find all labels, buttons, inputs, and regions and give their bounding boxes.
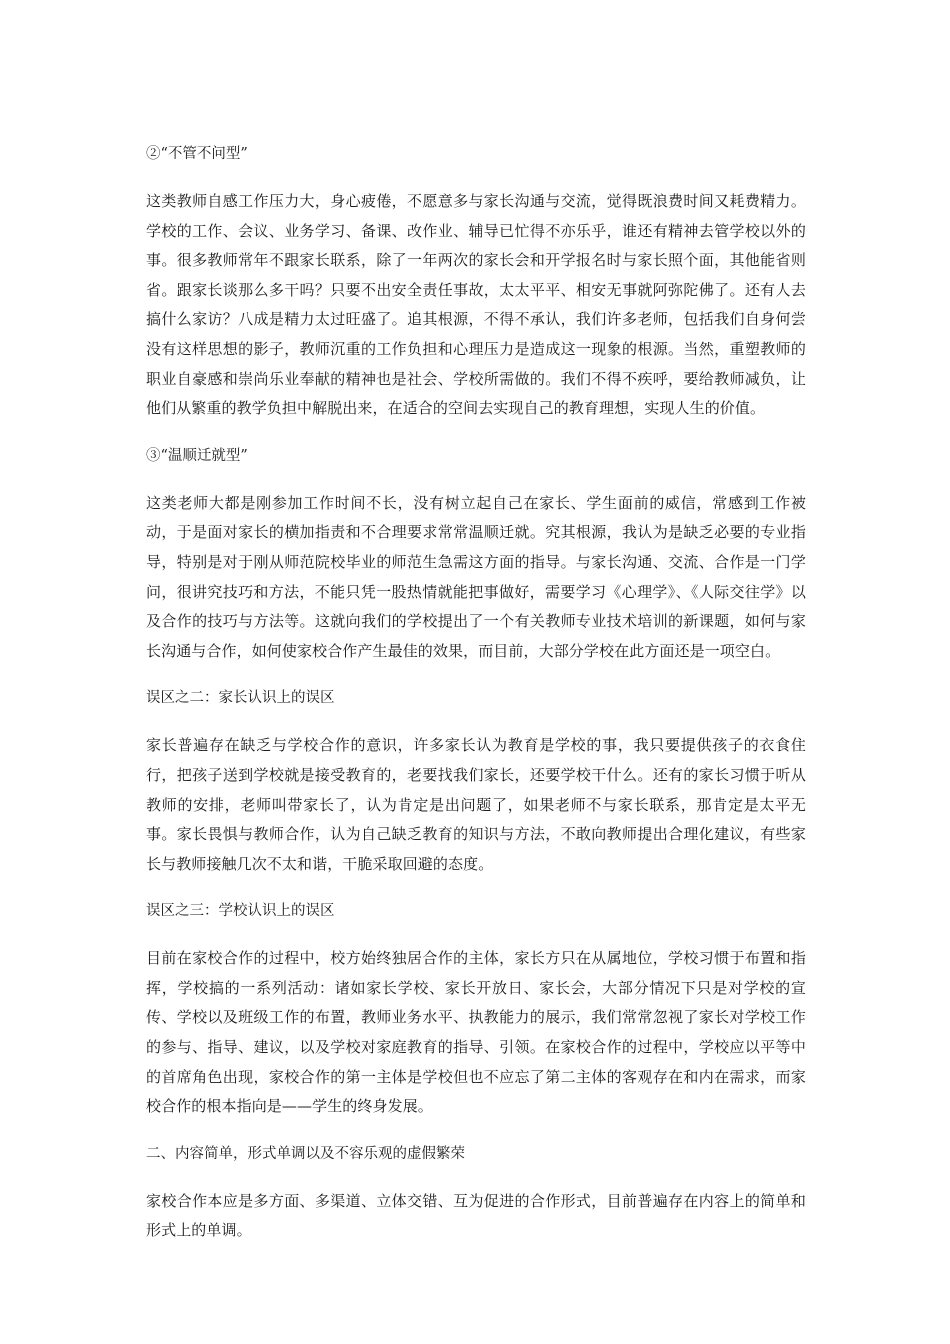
heading-section-two: 二、内容简单，形式单调以及不容乐观的虚假繁荣 bbox=[146, 1145, 465, 1162]
paragraph-wenshunqianjiu: 这类老师大都是刚参加工作时间不长，没有树立起自己在家长、学生面前的威信，常感到工作被动，于是面对家长的横加指责和不合理要求常常温顺迁就。究其根源，我认为是缺乏必要的专业指导，特别是对于刚从师范院校毕业的师范生急需这方面的指导。与家长沟通、交流、合作是一门学问，很讲究技巧和方法，不能只凭一股热情就能把事做好，需要学习《心理学》、《人际交往学》以及合作的技巧与方法等。这就向我们的学校提出了一个有关教师专业技术培训的新课题，如何与家长沟通与合作，如何使家校合作产生最佳的效果，而目前，大部分学校在此方面还是一项空白。 bbox=[146, 493, 806, 660]
paragraph-misconception-two: 家长普遍存在缺乏与学校合作的意识，许多家长认为教育是学校的事，我只要提供孩子的衣食住行，把孩子送到学校就是接受教育的，老要找我们家长，还要学校干什么。还有的家长习惯于听从教师的安排，老师叫带家长了，认为肯定是出问题了，如果老师不与家长联系，那肯定是太平无事。家长畏惧与教师合作，认为自己缺乏教育的知识与方法，不敢向教师提出合理化建议，有些家长与教师接触几次不太和谐，干脆采取回避的态度。 bbox=[146, 736, 806, 873]
heading-wenshunqianjiu: ③“温顺迁就型” bbox=[146, 447, 248, 464]
heading-misconception-two: 误区之二：家长认识上的误区 bbox=[146, 690, 335, 707]
paragraph-misconception-three: 目前在家校合作的过程中，校方始终独居合作的主体，家长方只在从属地位，学校习惯于布置和指挥，学校搞的一系列活动：诸如家长学校、家长开放日、家长会，大部分情况下只是对学校的宣传、学校以及班级工作的布置，教师业务水平、执教能力的展示，我们常常忽视了家长对学校工作的参与、指导、建议，以及学校对家庭教育的指导、引领。在家校合作的过程中，学校应以平等中的首席角色出现，家校合作的第一主体是学校但也不应忘了第二主体的客观存在和内在需求，而家校合作的根本指向是——学生的终身发展。 bbox=[146, 949, 806, 1116]
paragraph-buguanbuwen: 这类教师自感工作压力大，身心疲倦，不愿意多与家长沟通与交流，觉得既浪费时间又耗费精力。学校的工作、会议、业务学习、备课、改作业、辅导已忙得不亦乐乎，谁还有精神去管学校以外的事。很多教师常年不跟家长联系，除了一年两次的家长会和开学报名时与家长照个面，其他能省则省。跟家长谈那么多干吗？只要不出安全责任事故，太太平平、相安无事就阿弥陀佛了。还有人去搞什么家访？八成是精力太过旺盛了。追其根源，不得不承认，我们许多老师，包括我们自身何尝没有这样思想的影子，教师沉重的工作负担和心理压力是造成这一现象的根源。当然，重塑教师的职业自豪感和崇尚乐业奉献的精神也是社会、学校所需做的。我们不得不疾呼，要给教师减负，让他们从繁重的教学负担中解脱出来，在适合的空间去实现自己的教育理想，实现人生的价值。 bbox=[146, 192, 806, 418]
document-page bbox=[146, 143, 806, 1246]
heading-buguanbuwen: ②“不管不问型” bbox=[146, 146, 248, 162]
heading-misconception-three: 误区之三：学校认识上的误区 bbox=[146, 903, 335, 920]
paragraph-section-two: 家校合作本应是多方面、多渠道、立体交错、互为促进的合作形式，目前普遍存在内容上的简单和形式上的单调。 bbox=[146, 1191, 806, 1240]
